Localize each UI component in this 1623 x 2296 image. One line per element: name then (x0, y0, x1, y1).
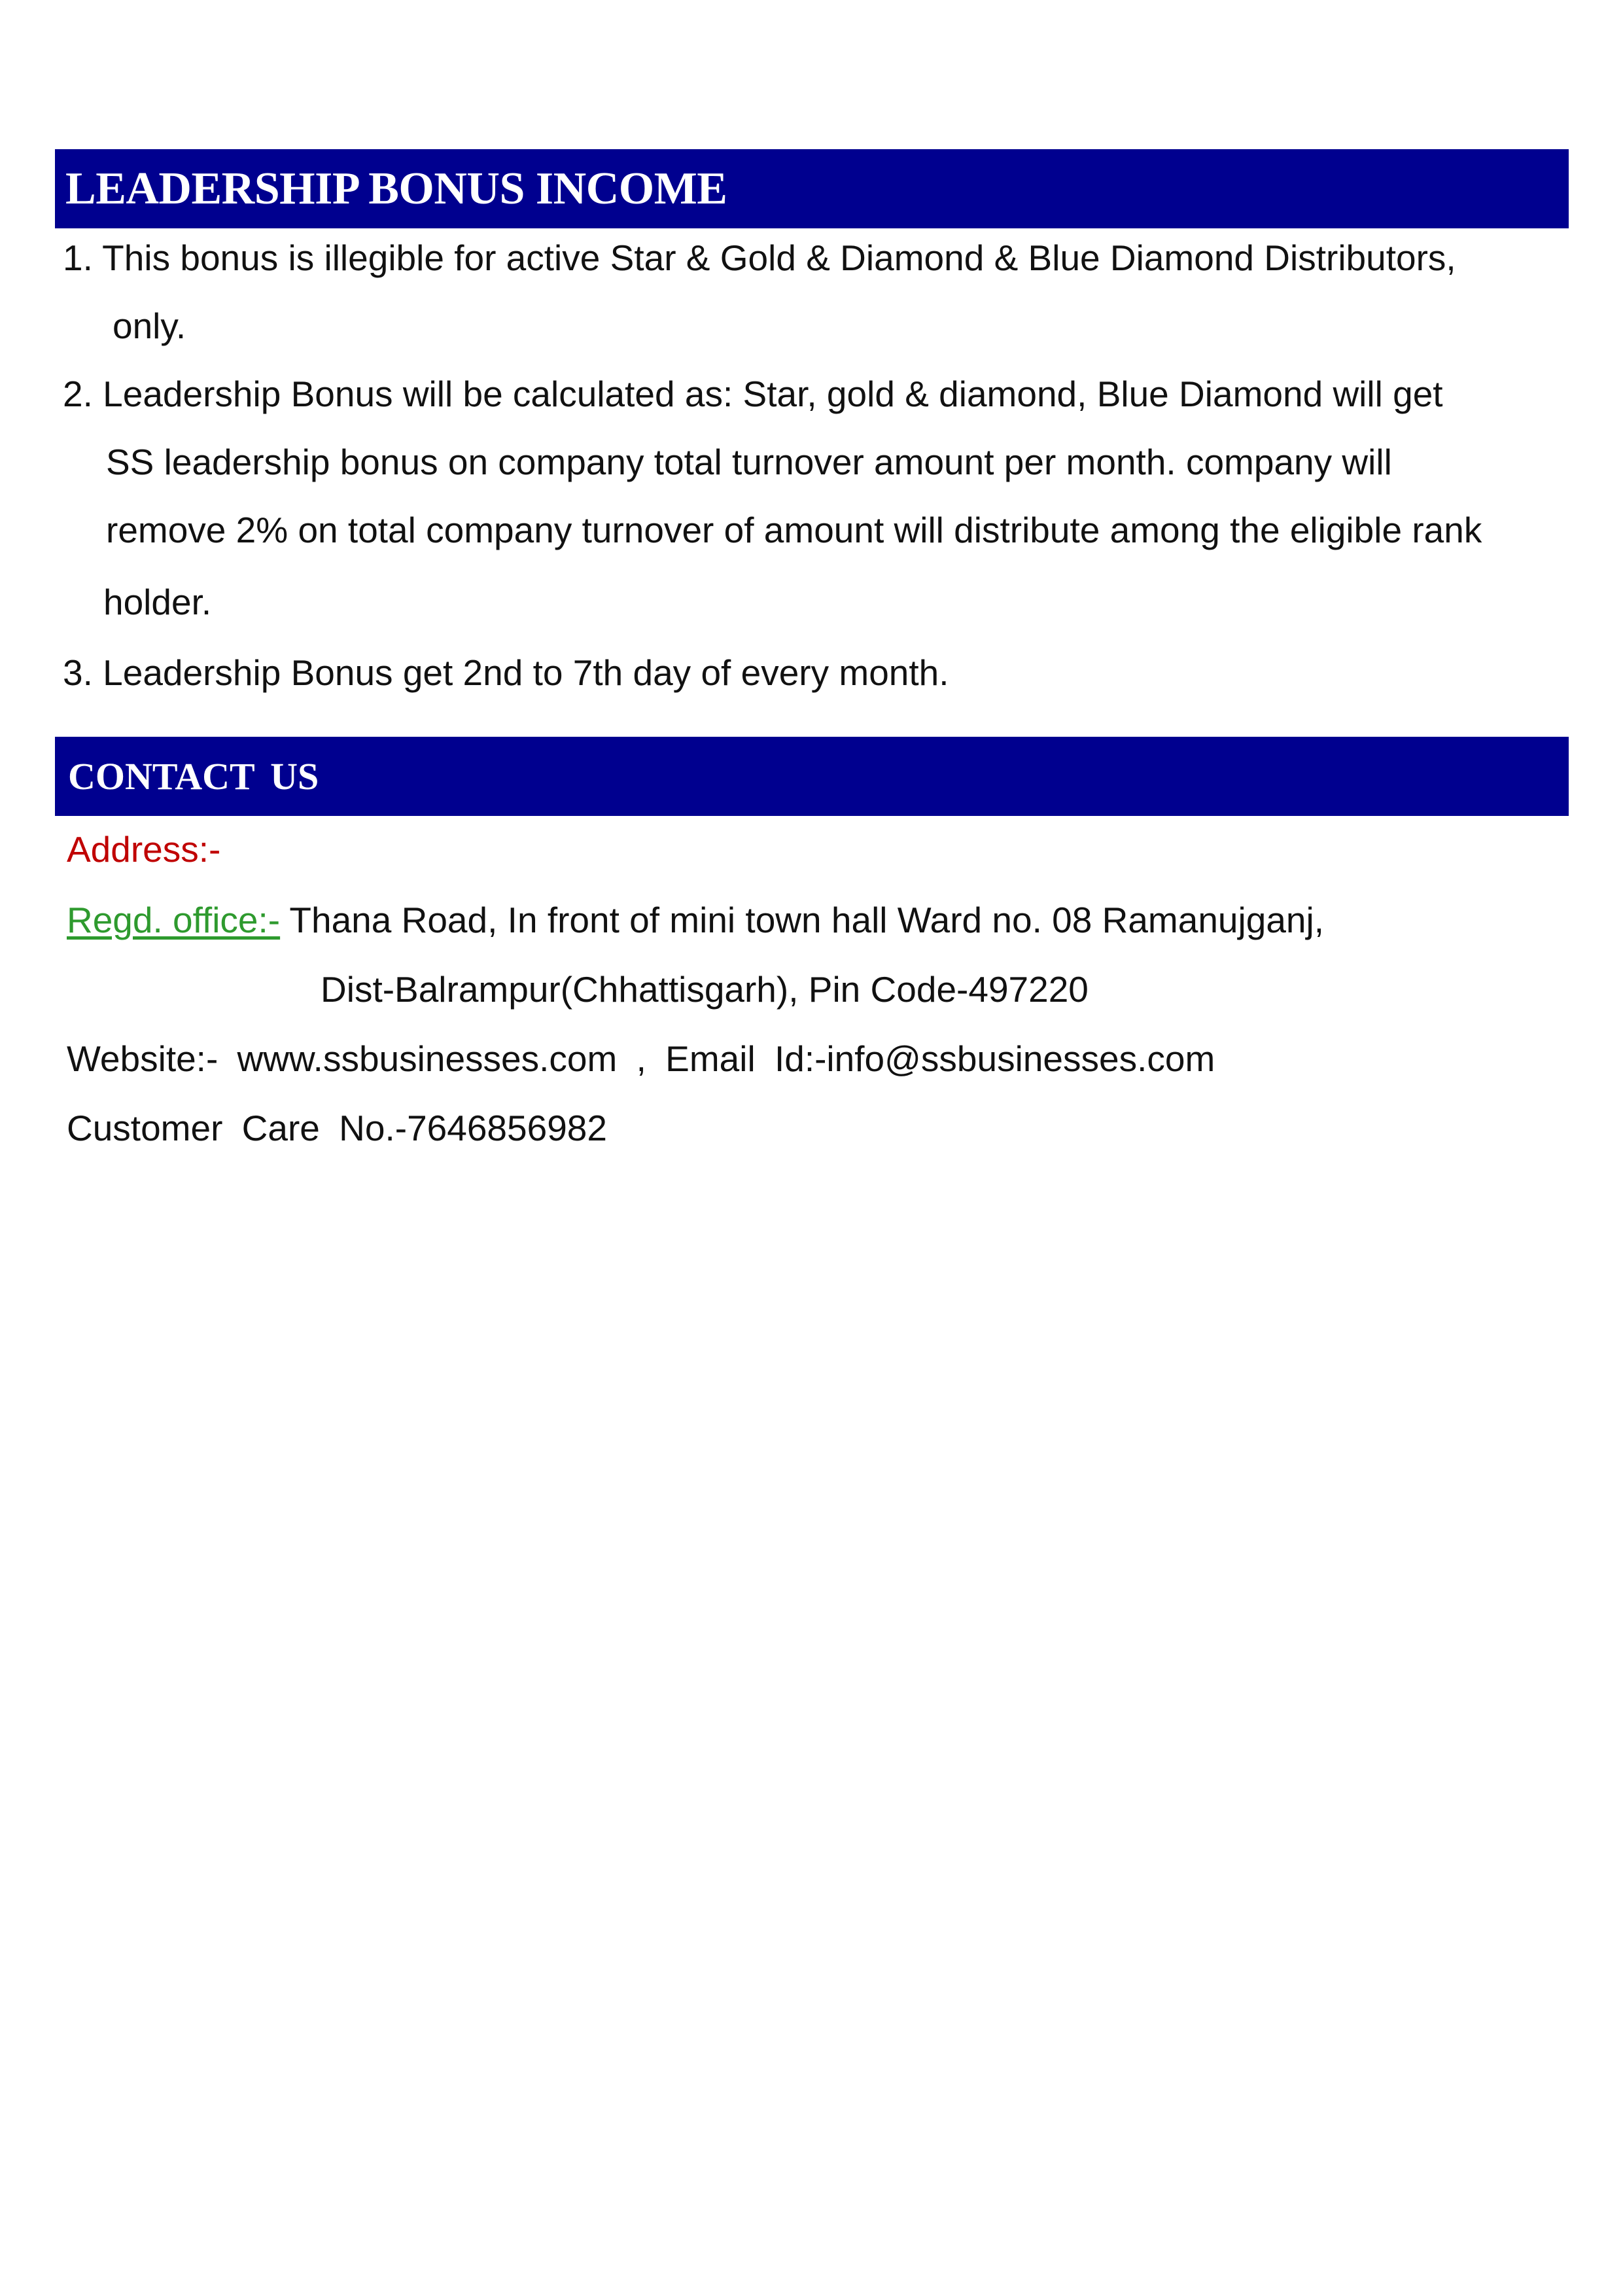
list-item-1-line-1 (63, 237, 1456, 279)
list-item-3-number: 3. (63, 652, 93, 693)
list-item-1-text-1: This bonus is illegible for active Star & Gold & Diamond & Blue Diamond Distributors, (102, 238, 1456, 278)
contact-heading-band (55, 737, 1569, 816)
office-label: Regd. office:- (67, 900, 281, 940)
list-item-1-number: 1. (63, 238, 93, 278)
list-item-3-text-1: Leadership Bonus get 2nd to 7th day of every month. (103, 652, 949, 693)
office-address-1: Thana Road, In front of mini town hall Ward no. 08 Ramanujganj, (280, 900, 1324, 940)
list-item-2-line-4 (103, 581, 211, 623)
list-item-2-text-4: holder. (103, 582, 212, 622)
list-item-2-line-1 (63, 373, 1443, 415)
customer-care-line: Customer Care No.-7646856982 (67, 1108, 607, 1148)
leadership-heading: LEADERSHIP BONUS INCOME (65, 164, 727, 214)
list-item-2-line-3 (106, 509, 1482, 551)
list-item-2-text-1: Leadership Bonus will be calculated as: Star, gold & diamond, Blue Diamond will get (103, 374, 1443, 414)
address-label: Address:- (67, 829, 221, 870)
website-email-line: Website:- www.ssbusinesses.com , Email Id:-info@ssbusinesses.com (67, 1038, 1215, 1079)
list-item-2-number: 2. (63, 374, 93, 414)
office-line-2: Dist-Balrampur(Chhattisgarh), Pin Code-497220 (321, 969, 1089, 1010)
list-item-2-line-2 (106, 441, 1392, 483)
leadership-heading-band (55, 149, 1569, 228)
list-item-1-line-2 (113, 305, 186, 347)
list-item-2-text-2: SS leadership bonus on company total turnover amount per month. company will (106, 442, 1392, 482)
list-item-2-text-3: remove 2% on total company turnover of amount will distribute among the eligible rank (106, 510, 1482, 550)
office-line-1 (67, 899, 1324, 941)
list-item-3-line-1 (63, 652, 949, 694)
contact-heading: CONTACT US (68, 755, 319, 798)
list-item-1-text-2: only. (113, 306, 186, 346)
